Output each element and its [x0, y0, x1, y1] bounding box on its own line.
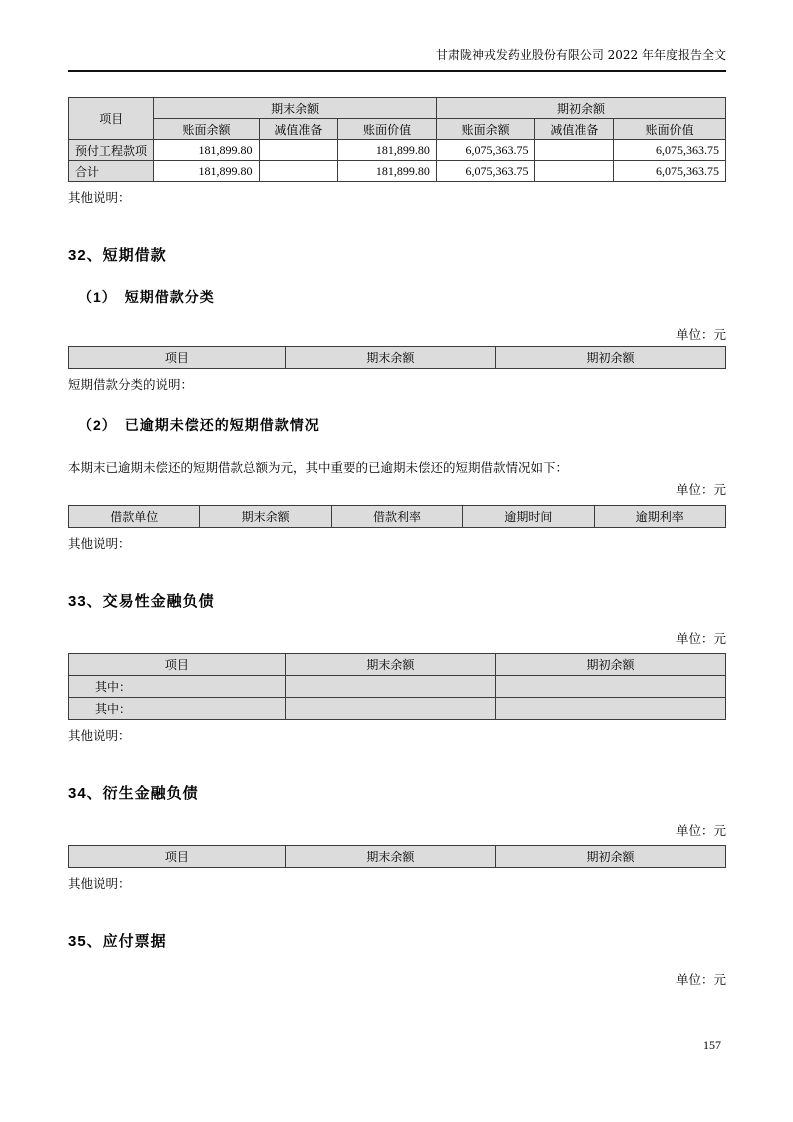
- value-cell: [259, 140, 338, 161]
- header-cell-period-begin: 期初余额: [436, 98, 725, 119]
- other-notes-label: 其他说明：: [68, 536, 131, 551]
- value-cell: 6,075,363.75: [614, 161, 726, 182]
- row-label-cell: 合计: [69, 161, 154, 182]
- table-row: [69, 676, 726, 698]
- page-number: 157: [703, 1038, 721, 1052]
- table-subheader-row: [69, 119, 726, 140]
- value-cell: 6,075,363.75: [436, 140, 535, 161]
- header-cell: 逾期时间: [463, 506, 594, 528]
- trading-liabilities-table: [68, 653, 726, 720]
- value-cell: 6,075,363.75: [614, 140, 726, 161]
- subheader-book-balance: 账面余额: [154, 119, 259, 140]
- table-row: [69, 140, 726, 161]
- header-cell: 期初余额: [496, 347, 726, 369]
- value-cell: [285, 676, 495, 698]
- unit-label: 单位：元: [675, 972, 726, 987]
- subheader-impairment: 减值准备: [259, 119, 338, 140]
- header-cell: 项目: [69, 654, 286, 676]
- section-32-heading: 32、短期借款: [68, 247, 167, 264]
- header-cell: 期末余额: [200, 506, 331, 528]
- report-title: 甘肃陇神戎发药业股份有限公司 2022 年年度报告全文: [435, 48, 726, 62]
- value-cell: [496, 698, 726, 720]
- overdue-loans-table: [68, 505, 726, 528]
- unit-label: 单位：元: [675, 631, 726, 646]
- section-34-heading: 34、衍生金融负债: [68, 785, 199, 802]
- row-label-cell: 其中：: [69, 698, 286, 720]
- other-notes-label: 其他说明：: [68, 190, 131, 205]
- other-notes-label: 其他说明：: [68, 728, 131, 743]
- value-cell: 181,899.80: [338, 140, 437, 161]
- other-notes-label: 其他说明：: [68, 876, 131, 891]
- prepaid-projects-table: [68, 97, 726, 182]
- section-32-2-heading: （2） 已逾期未偿还的短期借款情况: [78, 417, 320, 433]
- overdue-loans-paragraph: 本期末已逾期未偿还的短期借款总额为元，其中重要的已逾期未偿还的短期借款情况如下：: [68, 460, 569, 475]
- loans-classification-note: 短期借款分类的说明：: [68, 377, 194, 392]
- value-cell: 181,899.80: [154, 140, 259, 161]
- subheader-book-balance: 账面余额: [436, 119, 535, 140]
- header-cell: 期初余额: [496, 654, 726, 676]
- section-35-heading: 35、应付票据: [68, 933, 167, 950]
- table-header-row: [69, 654, 726, 676]
- header-cell: 项目: [69, 347, 286, 369]
- header-cell: 期末余额: [285, 846, 495, 868]
- table-header-row: [69, 347, 726, 369]
- table-header-row: [69, 506, 726, 528]
- row-label-cell: 其中：: [69, 676, 286, 698]
- header-cell: 期初余额: [496, 846, 726, 868]
- value-cell: [535, 140, 614, 161]
- row-label-cell: 预付工程款项: [69, 140, 154, 161]
- page-header: [68, 0, 726, 72]
- value-cell: 6,075,363.75: [436, 161, 535, 182]
- header-cell: 项目: [69, 846, 286, 868]
- subheader-book-value: 账面价值: [614, 119, 726, 140]
- subheader-book-value: 账面价值: [338, 119, 437, 140]
- value-cell: [535, 161, 614, 182]
- value-cell: [496, 676, 726, 698]
- value-cell: [259, 161, 338, 182]
- header-cell-period-end: 期末余额: [154, 98, 436, 119]
- header-cell: 期末余额: [285, 654, 495, 676]
- unit-label: 单位：元: [675, 327, 726, 342]
- header-cell: 借款利率: [331, 506, 462, 528]
- section-32-1-heading: （1） 短期借款分类: [78, 289, 215, 305]
- header-cell: 期末余额: [285, 347, 495, 369]
- value-cell: [285, 698, 495, 720]
- header-rule: [68, 70, 726, 72]
- unit-label: 单位：元: [675, 482, 726, 497]
- unit-label: 单位：元: [675, 823, 726, 838]
- section-33-heading: 33、交易性金融负债: [68, 593, 215, 610]
- value-cell: 181,899.80: [338, 161, 437, 182]
- table-row-total: [69, 161, 726, 182]
- value-cell: 181,899.80: [154, 161, 259, 182]
- derivative-liabilities-table: [68, 845, 726, 868]
- table-header-row: [69, 98, 726, 119]
- table-row: [69, 698, 726, 720]
- header-cell-item: 项目: [69, 98, 154, 140]
- header-cell: 借款单位: [69, 506, 200, 528]
- subheader-impairment: 减值准备: [535, 119, 614, 140]
- table-header-row: [69, 846, 726, 868]
- short-term-loans-table: [68, 346, 726, 369]
- header-cell: 逾期利率: [594, 506, 725, 528]
